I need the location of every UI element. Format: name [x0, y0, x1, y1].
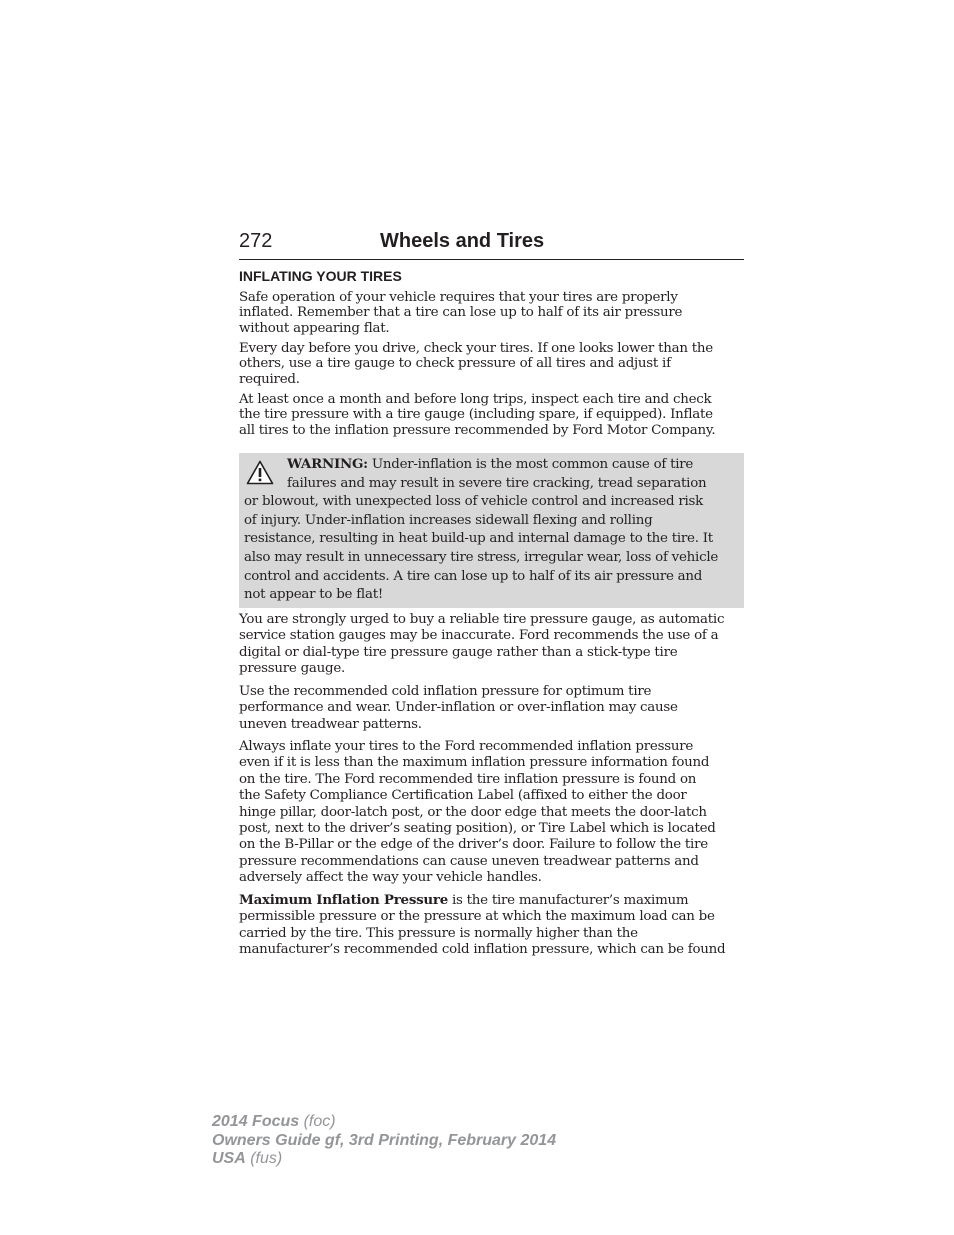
page-number: 272	[239, 230, 273, 252]
paragraph-daily-check: Every day before you drive, check your tires. If one looks lower than the others, use a tire gauge to check pressure of all tires and adjust if required.	[239, 341, 713, 387]
paragraph-monthly-check: At least once a month and before long trips, inspect each tire and check the tire pressure with a tire gauge (including spare, if equipped). Inflate all tires to the inflation pressure recommended by Ford Motor Company.	[239, 392, 716, 438]
header-rule	[239, 259, 744, 260]
warning-label: WARNING:	[287, 456, 368, 472]
paragraph-recommended-pressure: Always inflate your tires to the Ford recommended inflation pressure even if it is less than the maximum inflation pressure information found on the tire. The Ford recommended tire inflation pressure is found on the Safety Compliance Certification Label (affixed to either the door hinge pillar, door-latch post, or the door edge that meets the door-latch post, next to the driver’s seating position), or Tire Label which is located on the B-Pillar or the edge of the driver’s door. Failure to follow the tire pressure recommendations can cause uneven treadwear patterns and adversely affect the way your vehicle handles.	[239, 739, 716, 886]
footer-model-code: (foc)	[299, 1113, 336, 1130]
footer-guide: Owners Guide gf, 3rd Printing, February 2014	[212, 1131, 557, 1149]
page-title: Wheels and Tires	[380, 230, 545, 252]
footer-region-code: (fus)	[245, 1150, 283, 1168]
section-heading: INFLATING YOUR TIRES	[239, 268, 402, 284]
footer-region: USA	[212, 1150, 246, 1168]
paragraph-cold-inflation: Use the recommended cold inflation pressure for optimum tire performance and wear. Under-inflation or over-inflation may cause uneven treadwear patterns.	[239, 684, 678, 732]
warning-text: WARNING: Under-inflation is the most common cause of tire failures and may result in severe tire cracking, tread separation or blowout, with unexpected loss of vehicle control and increased risk of injury. Under-inflation increases sidewall flexing and rolling resistance, resulting in heat build-up and internal damage to the tire. It also may result in unnecessary tire stress, irregular wear, loss of vehicle control and accidents. A tire can lose up to half of its air pressure and not appear to be flat!	[244, 456, 719, 603]
paragraph-pressure-gauge: You are strongly urged to buy a reliable tire pressure gauge, as automatic service station gauges may be inaccurate. Ford recommends the use of a digital or dial-type tire pressure gauge rather than a stick-type tire pressure gauge.	[239, 612, 725, 677]
maximum-inflation-term: Maximum Inflation Pressure	[239, 892, 448, 908]
paragraph-safe-operation: Safe operation of your vehicle requires that your tires are properly inflated. Remember that a tire can lose up to half of its air pressure without appearing flat.	[239, 290, 683, 336]
paragraph-maximum-inflation: Maximum Inflation Pressure is the tire manufacturer’s maximum permissible pressure or the pressure at which the maximum load can be carried by the tire. This pressure is normally higher than the manufacturer’s recommended cold inflation pressure, which can be found	[239, 892, 726, 958]
footer-model: 2014 Focus	[212, 1113, 300, 1130]
footer	[212, 1113, 556, 1169]
